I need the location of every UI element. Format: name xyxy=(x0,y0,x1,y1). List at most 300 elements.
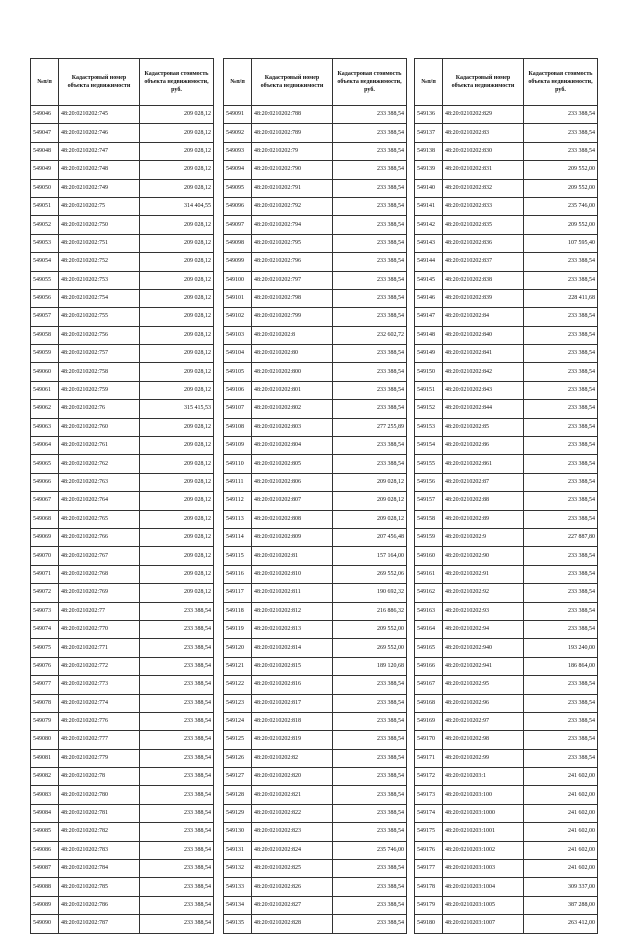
table-row xyxy=(415,768,598,786)
cadastral-cost: 233 388,54 xyxy=(333,823,407,841)
cadastral-cost: 233 388,54 xyxy=(524,381,598,399)
row-number: 549113 xyxy=(224,510,252,528)
cadastral-cost: 233 388,54 xyxy=(524,142,598,160)
cadastral-cost: 233 388,54 xyxy=(333,197,407,215)
row-number: 549050 xyxy=(31,179,59,197)
cadastral-number: 48:20:0210202:820 xyxy=(252,768,333,786)
cadastral-number: 48:20:0210202:826 xyxy=(252,878,333,896)
cadastral-cost: 232 602,72 xyxy=(333,326,407,344)
table-row xyxy=(415,712,598,730)
cadastral-cost: 233 388,54 xyxy=(140,657,214,675)
cadastral-cost: 209 028,12 xyxy=(140,216,214,234)
cadastral-number: 48:20:0210202:804 xyxy=(252,437,333,455)
cadastral-number: 48:20:0210202:90 xyxy=(443,547,524,565)
cadastral-number: 48:20:0210202:83 xyxy=(443,124,524,142)
row-number: 549049 xyxy=(31,161,59,179)
cadastral-cost: 233 388,54 xyxy=(524,253,598,271)
cadastral-cost: 233 388,54 xyxy=(140,823,214,841)
cadastral-number: 48:20:0210202:745 xyxy=(59,106,140,124)
table-row xyxy=(415,418,598,436)
cadastral-cost: 263 412,00 xyxy=(524,915,598,933)
cadastral-number: 48:20:0210202:825 xyxy=(252,860,333,878)
row-number: 549107 xyxy=(224,400,252,418)
cadastral-number: 48:20:0210202:800 xyxy=(252,363,333,381)
table-row xyxy=(31,473,214,491)
cadastral-number: 48:20:0210202:94 xyxy=(443,620,524,638)
cadastral-number: 48:20:0210202:767 xyxy=(59,547,140,565)
row-number: 549095 xyxy=(224,179,252,197)
table-row xyxy=(415,639,598,657)
table-row xyxy=(31,197,214,215)
row-number: 549147 xyxy=(415,308,443,326)
table-row xyxy=(415,547,598,565)
cadastral-cost: 193 240,00 xyxy=(524,639,598,657)
cadastral-cost: 186 864,00 xyxy=(524,657,598,675)
table-row xyxy=(415,584,598,602)
cadastral-cost: 233 388,54 xyxy=(524,106,598,124)
row-number: 549157 xyxy=(415,492,443,510)
cadastral-number: 48:20:0210203:1000 xyxy=(443,804,524,822)
cadastral-cost: 107 595,40 xyxy=(524,234,598,252)
table-row xyxy=(224,565,407,583)
table-row xyxy=(31,749,214,767)
row-number: 549154 xyxy=(415,437,443,455)
cadastral-cost: 233 388,54 xyxy=(333,345,407,363)
cadastral-number: 48:20:0210203:100 xyxy=(443,786,524,804)
cadastral-number: 48:20:0210202:779 xyxy=(59,749,140,767)
cadastral-number: 48:20:0210202:812 xyxy=(252,602,333,620)
cadastral-number: 48:20:0210202:93 xyxy=(443,602,524,620)
cadastral-number: 48:20:0210202:833 xyxy=(443,197,524,215)
row-number: 549161 xyxy=(415,565,443,583)
row-number: 549059 xyxy=(31,345,59,363)
cadastral-cost: 209 028,12 xyxy=(333,492,407,510)
cadastral-cost: 233 388,54 xyxy=(333,289,407,307)
table-row xyxy=(224,400,407,418)
table-row xyxy=(31,216,214,234)
table-row xyxy=(31,694,214,712)
cadastral-number: 48:20:0210202:813 xyxy=(252,620,333,638)
cadastral-cost: 233 388,54 xyxy=(333,731,407,749)
cadastral-cost: 233 388,54 xyxy=(333,124,407,142)
row-number: 549155 xyxy=(415,455,443,473)
table-row xyxy=(415,915,598,933)
cadastral-number: 48:20:0210202:788 xyxy=(252,106,333,124)
cadastral-number: 48:20:0210202:771 xyxy=(59,639,140,657)
cadastral-number: 48:20:0210202:827 xyxy=(252,896,333,914)
table-row xyxy=(415,878,598,896)
cadastral-cost: 207 456,48 xyxy=(333,528,407,546)
cadastral-cost: 209 028,12 xyxy=(140,455,214,473)
cadastral-cost: 209 028,12 xyxy=(140,547,214,565)
row-number: 549153 xyxy=(415,418,443,436)
table-row xyxy=(224,510,407,528)
cadastral-cost: 233 388,54 xyxy=(524,473,598,491)
row-number: 549056 xyxy=(31,289,59,307)
cadastral-cost: 233 388,54 xyxy=(524,455,598,473)
cadastral-cost: 233 388,54 xyxy=(140,768,214,786)
cadastral-number: 48:20:0210202:764 xyxy=(59,492,140,510)
cadastral-cost: 209 028,12 xyxy=(140,289,214,307)
table-row xyxy=(31,841,214,859)
row-number: 549165 xyxy=(415,639,443,657)
cadastral-number: 48:20:0210202:92 xyxy=(443,584,524,602)
cadastral-cost: 233 388,54 xyxy=(140,896,214,914)
table-row xyxy=(31,179,214,197)
row-number: 549160 xyxy=(415,547,443,565)
row-number: 549141 xyxy=(415,197,443,215)
header-cadastral-cost: Кадастровая стоимость объекта недвижимости, руб. xyxy=(333,59,407,106)
cadastral-cost: 209 028,12 xyxy=(140,326,214,344)
table-row xyxy=(415,106,598,124)
table-row xyxy=(415,345,598,363)
cadastral-cost: 233 388,54 xyxy=(524,565,598,583)
header-cadastral-number: Кадастровый номер объекта недвижимости xyxy=(59,59,140,106)
cadastral-number: 48:20:0210202:785 xyxy=(59,878,140,896)
table-row xyxy=(415,437,598,455)
cadastre-table-3 xyxy=(414,58,598,934)
row-number: 549134 xyxy=(224,896,252,914)
cadastral-number: 48:20:0210202:792 xyxy=(252,197,333,215)
table-row xyxy=(224,492,407,510)
cadastral-number: 48:20:0210202:823 xyxy=(252,823,333,841)
cadastral-cost: 233 388,54 xyxy=(140,712,214,730)
cadastral-number: 48:20:0210202:837 xyxy=(443,253,524,271)
table-row xyxy=(224,823,407,841)
row-number: 549170 xyxy=(415,731,443,749)
header-cadastral-cost: Кадастровая стоимость объекта недвижимости, руб. xyxy=(140,59,214,106)
cadastral-cost: 233 388,54 xyxy=(140,915,214,933)
table-row xyxy=(31,878,214,896)
cadastral-number: 48:20:0210202:817 xyxy=(252,694,333,712)
row-number: 549090 xyxy=(31,915,59,933)
cadastral-number: 48:20:0210202:766 xyxy=(59,528,140,546)
cadastral-cost: 233 388,54 xyxy=(333,915,407,933)
table-row xyxy=(31,823,214,841)
table-row xyxy=(31,142,214,160)
cadastral-number: 48:20:0210202:84 xyxy=(443,308,524,326)
table-row xyxy=(224,896,407,914)
cadastral-cost: 233 388,54 xyxy=(524,400,598,418)
cadastral-number: 48:20:0210202:752 xyxy=(59,253,140,271)
cadastral-number: 48:20:0210203:1001 xyxy=(443,823,524,841)
header-cadastral-cost: Кадастровая стоимость объекта недвижимости, руб. xyxy=(524,59,598,106)
table-row xyxy=(224,363,407,381)
cadastral-cost: 209 028,12 xyxy=(140,418,214,436)
cadastral-cost: 216 886,32 xyxy=(333,602,407,620)
cadastral-number: 48:20:0210202:746 xyxy=(59,124,140,142)
row-number: 549066 xyxy=(31,473,59,491)
cadastral-number: 48:20:0210202:840 xyxy=(443,326,524,344)
row-number: 549177 xyxy=(415,860,443,878)
cadastral-number: 48:20:0210202:821 xyxy=(252,786,333,804)
table-row xyxy=(31,253,214,271)
cadastral-cost: 233 388,54 xyxy=(333,308,407,326)
cadastral-number: 48:20:0210202:816 xyxy=(252,676,333,694)
row-number: 549167 xyxy=(415,676,443,694)
table-row xyxy=(415,289,598,307)
cadastral-number: 48:20:0210202:81 xyxy=(252,547,333,565)
row-number: 549088 xyxy=(31,878,59,896)
cadastral-number: 48:20:0210202:760 xyxy=(59,418,140,436)
table-row xyxy=(224,179,407,197)
cadastral-cost: 233 388,54 xyxy=(524,584,598,602)
cadastral-number: 48:20:0210202:773 xyxy=(59,676,140,694)
cadastral-number: 48:20:0210202:838 xyxy=(443,271,524,289)
cadastral-cost: 233 388,54 xyxy=(333,216,407,234)
cadastral-cost: 315 415,53 xyxy=(140,400,214,418)
cadastral-number: 48:20:0210202:839 xyxy=(443,289,524,307)
table-row xyxy=(415,271,598,289)
cadastral-number: 48:20:0210202:803 xyxy=(252,418,333,436)
table-row xyxy=(415,823,598,841)
row-number: 549109 xyxy=(224,437,252,455)
cadastral-cost: 233 388,54 xyxy=(524,510,598,528)
row-number: 549080 xyxy=(31,731,59,749)
cadastral-cost: 209 028,12 xyxy=(140,253,214,271)
table-row xyxy=(31,896,214,914)
cadastral-cost: 209 028,12 xyxy=(140,179,214,197)
cadastral-cost: 233 388,54 xyxy=(333,179,407,197)
table-row xyxy=(224,161,407,179)
cadastral-number: 48:20:0210202:941 xyxy=(443,657,524,675)
row-number: 549106 xyxy=(224,381,252,399)
cadastral-cost: 233 388,54 xyxy=(140,878,214,896)
row-number: 549159 xyxy=(415,528,443,546)
cadastral-cost: 209 028,12 xyxy=(140,473,214,491)
row-number: 549074 xyxy=(31,620,59,638)
row-number: 549067 xyxy=(31,492,59,510)
cadastral-number: 48:20:0210202:818 xyxy=(252,712,333,730)
table-row xyxy=(31,510,214,528)
row-number: 549158 xyxy=(415,510,443,528)
cadastre-table-2 xyxy=(223,58,407,934)
row-number: 549110 xyxy=(224,455,252,473)
table-row xyxy=(31,731,214,749)
cadastral-cost: 233 388,54 xyxy=(140,841,214,859)
row-number: 549058 xyxy=(31,326,59,344)
cadastral-cost: 241 602,00 xyxy=(524,860,598,878)
table-row xyxy=(31,381,214,399)
cadastral-number: 48:20:0210202:809 xyxy=(252,528,333,546)
table-header-row xyxy=(224,59,407,106)
table-row xyxy=(415,860,598,878)
cadastral-cost: 233 388,54 xyxy=(333,694,407,712)
table-row xyxy=(415,161,598,179)
cadastral-cost: 233 388,54 xyxy=(524,418,598,436)
row-number: 549083 xyxy=(31,786,59,804)
row-number: 549176 xyxy=(415,841,443,859)
table-row xyxy=(31,547,214,565)
table-row xyxy=(415,602,598,620)
cadastral-cost: 233 388,54 xyxy=(333,437,407,455)
table-row xyxy=(224,676,407,694)
row-number: 549150 xyxy=(415,363,443,381)
row-number: 549143 xyxy=(415,234,443,252)
cadastral-number: 48:20:0210202:768 xyxy=(59,565,140,583)
row-number: 549151 xyxy=(415,381,443,399)
cadastral-number: 48:20:0210202:782 xyxy=(59,823,140,841)
cadastral-number: 48:20:0210202:772 xyxy=(59,657,140,675)
cadastral-cost: 233 388,54 xyxy=(140,786,214,804)
cadastral-cost: 209 552,00 xyxy=(333,620,407,638)
cadastral-number: 48:20:0210202:99 xyxy=(443,749,524,767)
cadastral-cost: 241 602,00 xyxy=(524,786,598,804)
table-row xyxy=(415,308,598,326)
row-number: 549156 xyxy=(415,473,443,491)
cadastral-number: 48:20:0210202:814 xyxy=(252,639,333,657)
cadastral-cost: 233 388,54 xyxy=(524,124,598,142)
row-number: 549120 xyxy=(224,639,252,657)
row-number: 549068 xyxy=(31,510,59,528)
cadastral-number: 48:20:0210202:832 xyxy=(443,179,524,197)
row-number: 549123 xyxy=(224,694,252,712)
table-row xyxy=(224,547,407,565)
cadastral-cost: 233 388,54 xyxy=(524,308,598,326)
row-number: 549092 xyxy=(224,124,252,142)
cadastral-cost: 209 028,12 xyxy=(140,308,214,326)
row-number: 549179 xyxy=(415,896,443,914)
cadastral-number: 48:20:0210202:819 xyxy=(252,731,333,749)
cadastral-cost: 233 388,54 xyxy=(333,804,407,822)
cadastral-number: 48:20:0210202:831 xyxy=(443,161,524,179)
cadastral-cost: 233 388,54 xyxy=(333,860,407,878)
cadastral-cost: 233 388,54 xyxy=(333,271,407,289)
row-number: 549175 xyxy=(415,823,443,841)
cadastral-number: 48:20:0210202:822 xyxy=(252,804,333,822)
cadastral-cost: 235 746,00 xyxy=(333,841,407,859)
row-number: 549081 xyxy=(31,749,59,767)
cadastral-cost: 233 388,54 xyxy=(524,326,598,344)
row-number: 549122 xyxy=(224,676,252,694)
row-number: 549104 xyxy=(224,345,252,363)
row-number: 549079 xyxy=(31,712,59,730)
table-row xyxy=(31,565,214,583)
cadastral-number: 48:20:0210202:9 xyxy=(443,528,524,546)
row-number: 549094 xyxy=(224,161,252,179)
row-number: 549125 xyxy=(224,731,252,749)
row-number: 549098 xyxy=(224,234,252,252)
cadastral-number: 48:20:0210202:91 xyxy=(443,565,524,583)
table-row xyxy=(224,878,407,896)
table-row xyxy=(224,768,407,786)
table-row xyxy=(224,106,407,124)
table-row xyxy=(224,860,407,878)
cadastral-number: 48:20:0210202:753 xyxy=(59,271,140,289)
table-row xyxy=(224,804,407,822)
cadastral-number: 48:20:0210202:747 xyxy=(59,142,140,160)
cadastral-number: 48:20:0210202:87 xyxy=(443,473,524,491)
cadastral-cost: 233 388,54 xyxy=(140,620,214,638)
header-num: №п/п xyxy=(224,59,252,106)
table-row xyxy=(415,455,598,473)
row-number: 549114 xyxy=(224,528,252,546)
table-row xyxy=(415,197,598,215)
row-number: 549084 xyxy=(31,804,59,822)
row-number: 549148 xyxy=(415,326,443,344)
row-number: 549103 xyxy=(224,326,252,344)
cadastral-number: 48:20:0210202:765 xyxy=(59,510,140,528)
row-number: 549128 xyxy=(224,786,252,804)
table-row xyxy=(224,584,407,602)
cadastral-number: 48:20:0210203:1003 xyxy=(443,860,524,878)
table-row xyxy=(415,896,598,914)
cadastral-cost: 233 388,54 xyxy=(524,712,598,730)
row-number: 549129 xyxy=(224,804,252,822)
cadastral-cost: 233 388,54 xyxy=(140,639,214,657)
table-row xyxy=(31,804,214,822)
cadastral-cost: 233 388,54 xyxy=(333,749,407,767)
row-number: 549172 xyxy=(415,768,443,786)
cadastral-cost: 190 692,32 xyxy=(333,584,407,602)
row-number: 549139 xyxy=(415,161,443,179)
cadastral-number: 48:20:0210203:1005 xyxy=(443,896,524,914)
cadastral-number: 48:20:0210202:844 xyxy=(443,400,524,418)
cadastral-number: 48:20:0210202:97 xyxy=(443,712,524,730)
row-number: 549100 xyxy=(224,271,252,289)
cadastral-cost: 233 388,54 xyxy=(524,749,598,767)
row-number: 549102 xyxy=(224,308,252,326)
row-number: 549173 xyxy=(415,786,443,804)
cadastral-cost: 233 388,54 xyxy=(333,106,407,124)
cadastral-number: 48:20:0210202:783 xyxy=(59,841,140,859)
table-row xyxy=(415,400,598,418)
row-number: 549135 xyxy=(224,915,252,933)
cadastral-cost: 233 388,54 xyxy=(140,694,214,712)
cadastral-cost: 233 388,54 xyxy=(333,161,407,179)
table-row xyxy=(31,602,214,620)
row-number: 549112 xyxy=(224,492,252,510)
cadastral-number: 48:20:0210202:791 xyxy=(252,179,333,197)
table-row xyxy=(224,620,407,638)
table-row xyxy=(415,253,598,271)
table-row xyxy=(224,657,407,675)
row-number: 549116 xyxy=(224,565,252,583)
cadastral-number: 48:20:0210202:756 xyxy=(59,326,140,344)
row-number: 549063 xyxy=(31,418,59,436)
row-number: 549065 xyxy=(31,455,59,473)
cadastral-number: 48:20:0210202:750 xyxy=(59,216,140,234)
cadastral-cost: 233 388,54 xyxy=(140,676,214,694)
cadastral-number: 48:20:0210202:824 xyxy=(252,841,333,859)
cadastral-cost: 233 388,54 xyxy=(333,676,407,694)
table-row xyxy=(31,455,214,473)
table-header-row xyxy=(415,59,598,106)
row-number: 549057 xyxy=(31,308,59,326)
table-row xyxy=(224,124,407,142)
table-row xyxy=(415,694,598,712)
row-number: 549051 xyxy=(31,197,59,215)
table-row xyxy=(31,915,214,933)
cadastral-number: 48:20:0210202:836 xyxy=(443,234,524,252)
table-row xyxy=(415,326,598,344)
row-number: 549118 xyxy=(224,602,252,620)
cadastral-number: 48:20:0210202:815 xyxy=(252,657,333,675)
row-number: 549075 xyxy=(31,639,59,657)
cadastral-number: 48:20:0210202:780 xyxy=(59,786,140,804)
table-row xyxy=(224,731,407,749)
table-row xyxy=(415,841,598,859)
cadastral-number: 48:20:0210202:761 xyxy=(59,437,140,455)
table-row xyxy=(31,271,214,289)
table-row xyxy=(415,657,598,675)
table-row xyxy=(31,584,214,602)
cadastral-cost: 233 388,54 xyxy=(333,768,407,786)
cadastral-cost: 233 388,54 xyxy=(333,234,407,252)
cadastral-cost: 233 388,54 xyxy=(140,731,214,749)
row-number: 549111 xyxy=(224,473,252,491)
table-row xyxy=(31,161,214,179)
